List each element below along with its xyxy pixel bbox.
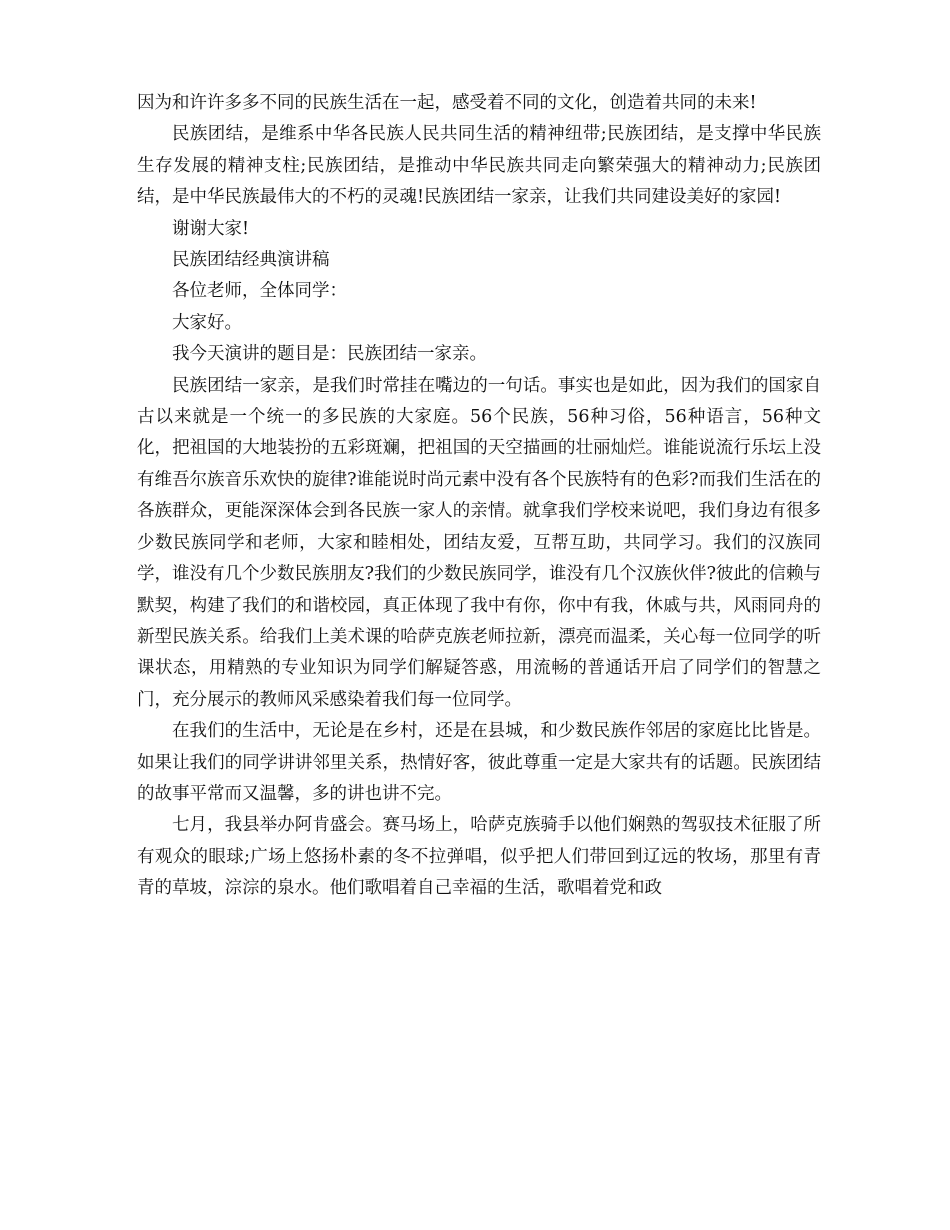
document-page	[137, 88, 821, 905]
paragraph-9: 在我们的生活中，无论是在乡村，还是在县城，和少数民族作邻居的家庭比比皆是。如果让我们的同学讲讲邻里关系，热情好客，彼此尊重一定是大家共有的话题。民族团结的故事平常而又温馨，多的讲也讲不完。	[137, 721, 821, 804]
greeting: 大家好。	[172, 312, 242, 333]
salutation: 各位老师，全体同学：	[172, 281, 347, 302]
paragraph-10: 七月，我县举办阿肯盛会。赛马场上，哈萨克族骑手以他们娴熟的驾驭技术征服了所有观众的眼球;广场上悠扬朴素的冬不拉弹唱，似乎把人们带回到辽远的牧场，那里有青青的草坡，淙淙的泉水。他们歌唱着自己幸福的生活，歌唱着党和政	[137, 815, 821, 899]
topic-line: 我今天演讲的题目是：民族团结一家亲。	[172, 344, 487, 365]
paragraph-8: 民族团结一家亲，是我们时常挂在嘴边的一句话。事实也是如此，因为我们的国家自古以来就是一个统一的多民族的大家庭。56个民族，56种习俗，56种语言，56种文化，把祖国的大地装扮的五彩斑斓，把祖国的天空描画的壮丽灿烂。谁能说流行乐坛上没有维吾尔族音乐欢快的旋律?谁能说时尚元素中没有各个民族特有的色彩?而我们生活在的各族群众，更能深深体会到各民族一家人的亲情。就拿我们学校来说吧，我们身边有很多少数民族同学和老师，大家和睦相处，团结友爱，互帮互助，共同学习。我们的汉族同学，谁没有几个少数民族朋友?我们的少数民族同学，谁没有几个汉族伙伴?彼此的信赖与默契，构建了我们的和谐校园，真正体现了我中有你，你中有我，休戚与共，风雨同舟的新型民族关系。给我们上美术课的哈萨克族老师拉新，漂亮而温柔，关心每一位同学的听课状态，用精熟的专业知识为同学们解疑答惑，用流畅的普通话开启了同学们的智慧之门，充分展示的教师风采感染着我们每一位同学。	[137, 375, 821, 710]
paragraph-3: 谢谢大家!	[172, 218, 250, 239]
speech-title: 民族团结经典演讲稿	[172, 250, 330, 271]
paragraph-2: 民族团结，是维系中华各民族人民共同生活的精神纽带;民族团结，是支撑中华民族生存发展的精神支柱;民族团结，是推动中华民族共同走向繁荣强大的精神动力;民族团结，是中华民族最伟大的不朽的灵魂!民族团结一家亲，让我们共同建设美好的家园!	[137, 124, 821, 208]
paragraph-1: 因为和许许多多不同的民族生活在一起，感受着不同的文化，创造着共同的未来!	[137, 93, 757, 113]
